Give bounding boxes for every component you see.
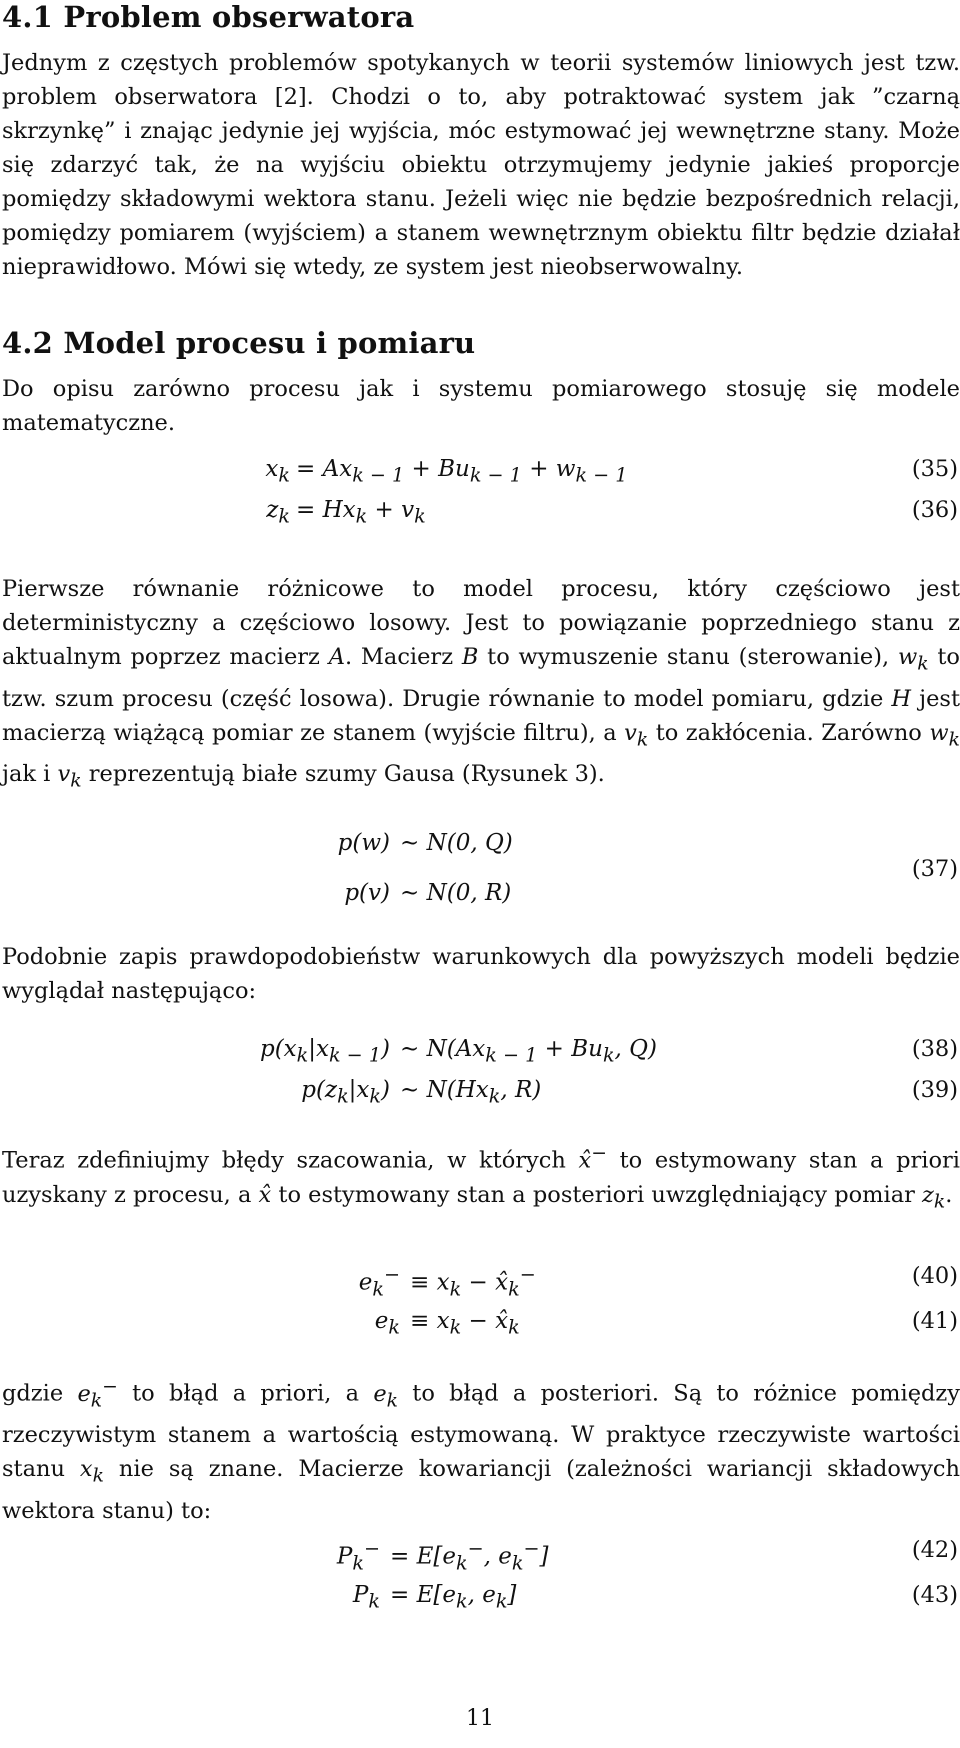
paragraph-model-description: Pierwsze równanie różnicowe to model procesu, który częściowo jest deterministyczny a częściowo losowy. Jest to powiązanie poprzedniego stanu z aktualnym poprzez macierz A. Macierz B to wymuszenie stanu (sterowanie), $w_k$ to tzw. szum procesu (część losowa). Drugie równanie to model pomiaru, gdzie H jest macierzą wiążącą pomiar ze stanem (wyjście filtru), a $v_k$ to zakłócenia. Zarówno $w_k$ jak i $v_k$ reprezentują białe szumy Gausa (Rysunek 3). [2,576,960,792]
equation-36 [0,497,960,533]
equation-37b-rhs: ∼ N(0, R) [400,880,512,906]
paragraph-estimation-errors: Teraz zdefiniujmy błędy szacowania, w których x̂− to estymowany stan a priori uzyskany z procesu, a x̂ to estymowany stan a posteriori uwzględniający pomiar $z_k$. [2,1143,960,1212]
paragraph-covariance: gdzie $e_k^-$ to błąd a priori, a $e_k$ to błąd a posteriori. Są to różnice pomiędzy rzeczywistym stanem a wartością estymowaną. W praktyce rzeczywiste wartości stanu $x_k$ nie są znane. Macierze kowariancji (zależności wariancji składowych wektora stanu) to: [2,1376,960,1524]
equation-41-number: (41) [911,1308,958,1334]
equation-40-lhs: $e_k^-$ [358,1263,400,1301]
equation-37a-rhs: ∼ N(0, Q) [400,830,513,856]
equation-36-lhs: $z_k$ [266,497,290,528]
equation-40-rhs: ≡ $x_k$ − $x̂_k^-$ [410,1263,536,1301]
equation-36-rhs: = $Hx_k + v_k$ [296,497,426,528]
equation-43-number: (43) [911,1582,958,1608]
equation-40-number: (40) [911,1263,958,1289]
equation-43-lhs: $P_k$ [352,1582,380,1613]
equation-35-rhs: = $Ax_{k - 1} + Bu_{k - 1} + w_{k - 1}$ [296,456,628,487]
equation-37-number: (37) [911,856,958,882]
paragraph-observer-problem: Jednym z częstych problemów spotykanych w teorii systemów liniowych jest tzw. problem obserwatora [2]. Chodzi o to, aby potraktować system jak ”czarną skrzynkę” i znając jedynie jej wyjścia, móc estymować jej wewnętrzne stany. Może się zdarzyć tak, że na wyjściu obiektu otrzymujemy jedynie jakieś proporcje pomiędzy składowymi wektora stanu. Jeżeli więc nie będzie bezpośrednich relacji, pomiędzy pomiarem (wyjściem) a stanem wewnętrznym obiektu filtr będzie działał nieprawidłowo. Mówi się wtedy, ze system jest nieobserwowalny. [2,50,960,280]
equation-38 [0,1036,960,1072]
equation-41 [0,1308,960,1344]
equation-35 [0,456,960,492]
equation-39-lhs: $p(z_k|x_k)$ [301,1077,390,1108]
page-number: 11 [466,1706,494,1731]
equation-36-number: (36) [911,497,958,523]
equation-39-number: (39) [911,1077,958,1103]
equation-37a-lhs: p(w) [337,830,390,856]
paragraph-models-intro: Do opisu zarówno procesu jak i systemu pomiarowego stosuję się modele matematyczne. [2,376,960,436]
equation-39 [0,1077,960,1113]
equation-38-rhs: ∼ $N(Ax_{k - 1} + Bu_k$, Q) [400,1036,657,1067]
equation-41-rhs: ≡ $x_k$ − $x̂_k$ [410,1308,520,1339]
equation-38-lhs: $p(x_k|x_{k - 1})$ [259,1036,390,1067]
equation-40 [0,1263,960,1299]
equation-42-number: (42) [911,1537,958,1563]
equation-39-rhs: ∼ $N(Hx_k$, R) [400,1077,542,1108]
equation-37-number-row [0,856,960,892]
equation-43-rhs: = $E[e_k$, $e_k$] [390,1582,517,1613]
equation-43 [0,1582,960,1618]
equation-42 [0,1537,960,1573]
equation-42-lhs: $P_k^-$ [336,1537,380,1575]
equation-37b-lhs: p(v) [344,880,390,906]
section-heading-4-2: 4.2 Model procesu i pomiaru [2,326,476,360]
paragraph-conditional-probabilities: Podobnie zapis prawdopodobieństw warunkowych dla powyższych modeli będzie wyglądał następująco: [2,944,960,1004]
section-heading-4-1: 4.1 Problem obserwatora [2,0,415,34]
equation-42-rhs: = $E[e_k^-$, $e_k^-$] [390,1537,549,1575]
equation-41-lhs: $e_k$ [374,1308,400,1339]
equation-35-number: (35) [911,456,958,482]
equation-38-number: (38) [911,1036,958,1062]
equation-35-lhs: $x_k$ [265,456,290,487]
